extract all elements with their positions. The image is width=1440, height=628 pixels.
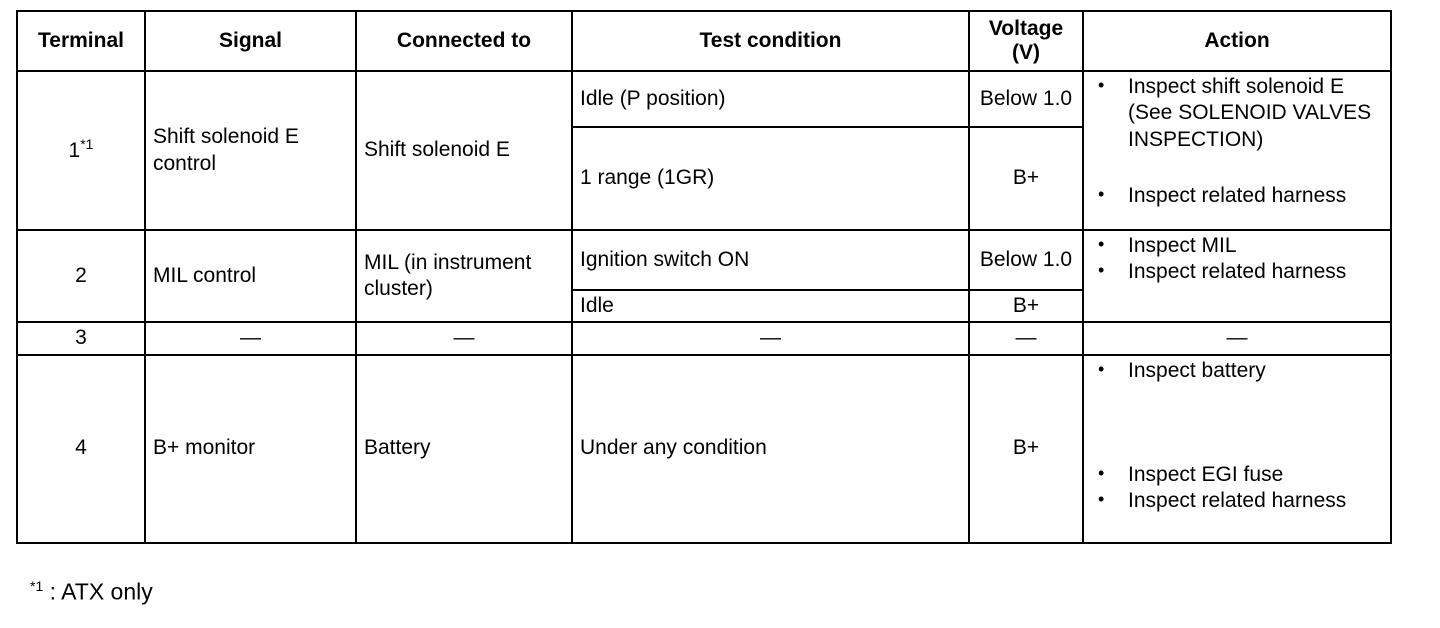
action-list (1090, 358, 1384, 515)
header-test-condition: Test condition (572, 11, 969, 71)
test-condition-cell: Idle (572, 290, 969, 322)
action-item: • Inspect related harness (1090, 488, 1384, 514)
action-cell (1083, 71, 1391, 230)
terminal-inspection-table (16, 10, 1392, 544)
signal-cell: Shift solenoid E control (145, 71, 356, 230)
action-cell: — (1083, 322, 1391, 354)
connected-to-cell: — (356, 322, 572, 354)
action-item: • Inspect related harness (1090, 183, 1384, 209)
table-row (17, 71, 1391, 127)
header-terminal: Terminal (17, 11, 145, 71)
terminal-cell: 3 (17, 322, 145, 354)
header-voltage-unit: (V) (1012, 41, 1040, 64)
action-list (1090, 74, 1384, 209)
test-condition-cell: — (572, 322, 969, 354)
test-condition-cell: Under any condition (572, 355, 969, 543)
action-item: • Inspect related harness (1090, 259, 1384, 285)
terminal-cell (17, 71, 145, 230)
action-item: • Inspect shift solenoid E (See SOLENOID VALVES INSPECTION) (1090, 74, 1384, 153)
footnote-text: : ATX only (49, 578, 153, 605)
voltage-cell: Below 1.0 (969, 230, 1083, 290)
header-action: Action (1083, 11, 1391, 71)
action-item: • Inspect battery (1090, 358, 1384, 384)
action-item: • Inspect EGI fuse (1090, 462, 1384, 488)
voltage-cell: B+ (969, 355, 1083, 543)
connected-to-cell: Shift solenoid E (356, 71, 572, 230)
test-condition-cell: 1 range (1GR) (572, 127, 969, 230)
action-cell (1083, 230, 1391, 322)
footnote (30, 578, 153, 606)
test-condition-cell: Ignition switch ON (572, 230, 969, 290)
voltage-cell: Below 1.0 (969, 71, 1083, 127)
header-signal: Signal (145, 11, 356, 71)
signal-cell: MIL control (145, 230, 356, 322)
action-list (1090, 233, 1384, 286)
header-voltage-label: Voltage (988, 16, 1064, 40)
header-voltage (969, 11, 1083, 71)
table-row (17, 322, 1391, 354)
signal-cell: — (145, 322, 356, 354)
action-item: • Inspect MIL (1090, 233, 1384, 259)
connected-to-cell: Battery (356, 355, 572, 543)
voltage-cell: B+ (969, 127, 1083, 230)
footnote-mark: *1 (80, 136, 94, 153)
table-header-row (17, 11, 1391, 71)
connected-to-cell: MIL (in instrument cluster) (356, 230, 572, 322)
test-condition-cell: Idle (P position) (572, 71, 969, 127)
header-connected-to: Connected to (356, 11, 572, 71)
signal-cell: B+ monitor (145, 355, 356, 543)
voltage-cell: — (969, 322, 1083, 354)
table-row (17, 355, 1391, 543)
terminal-cell: 2 (17, 230, 145, 322)
terminal-number: 1 (68, 139, 81, 163)
voltage-cell: B+ (969, 290, 1083, 322)
table-row (17, 230, 1391, 290)
footnote-mark: *1 (30, 578, 44, 594)
terminal-cell: 4 (17, 355, 145, 543)
action-cell (1083, 355, 1391, 543)
